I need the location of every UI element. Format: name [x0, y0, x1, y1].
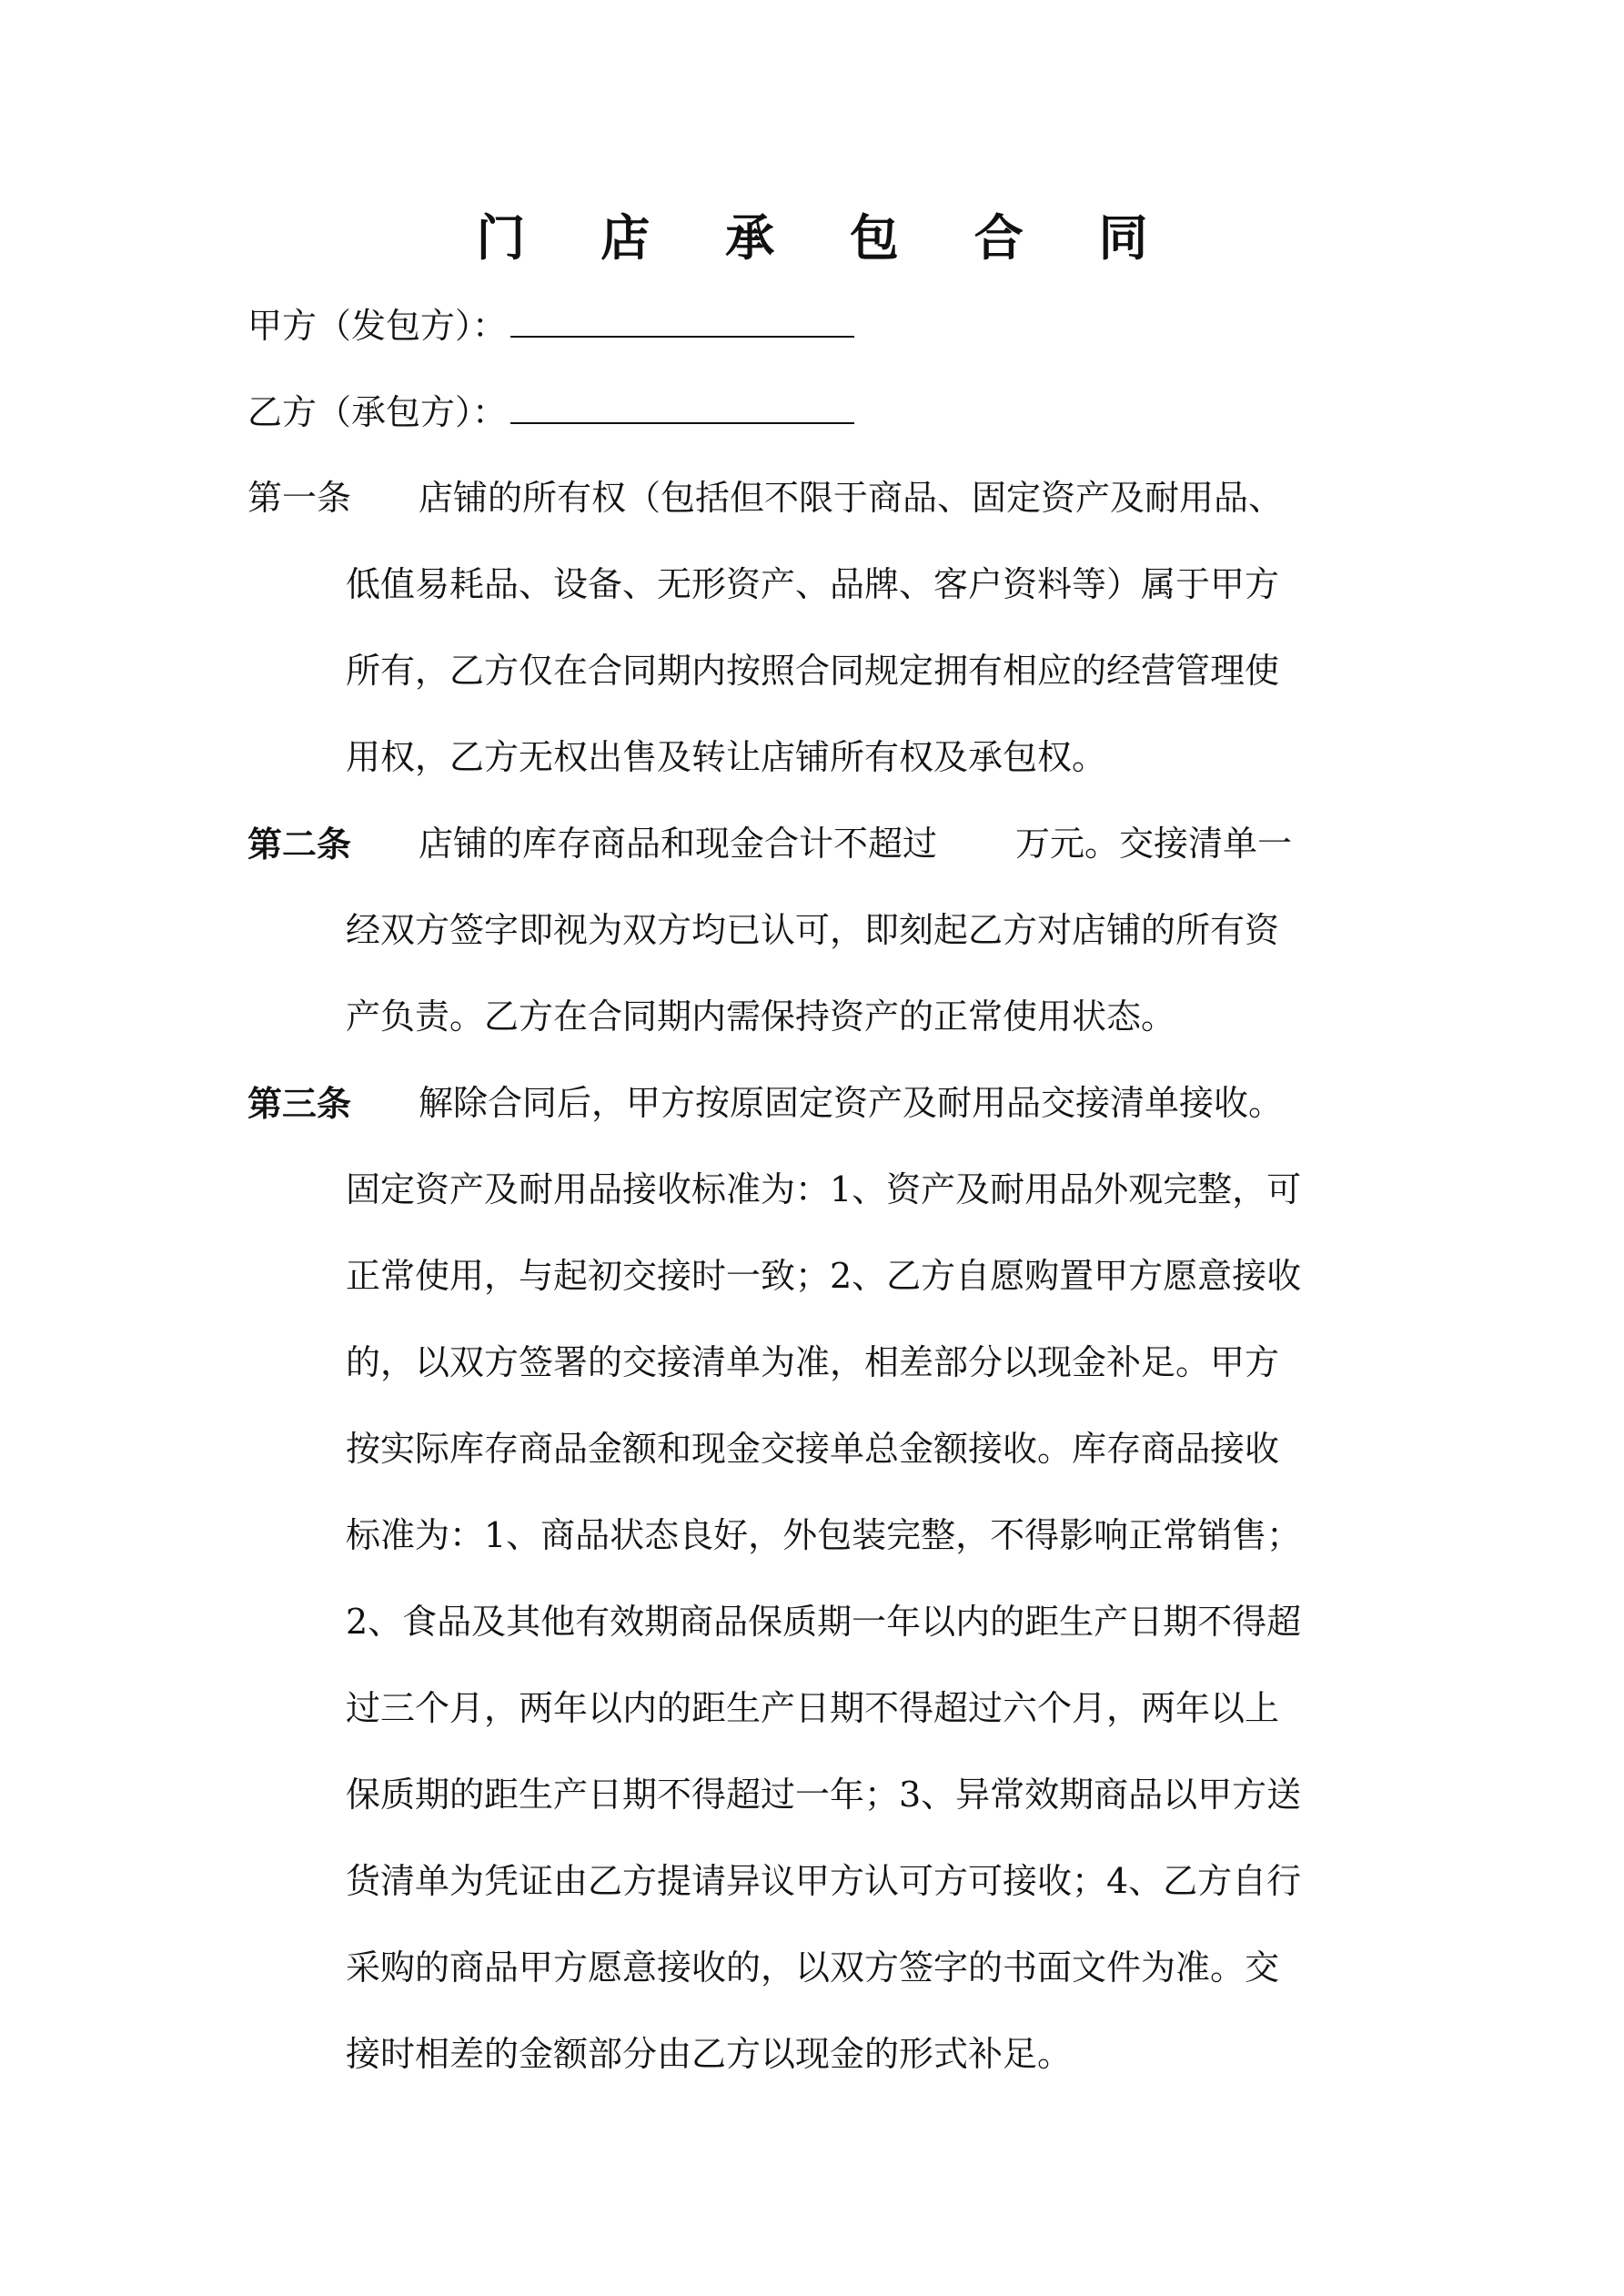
- contract-title: 门 店 承 包 合 同: [476, 208, 1177, 267]
- article-line: [247, 1752, 1394, 1838]
- article-text: 正常使用，与起初交接时一致；2、乙方自愿购置甲方愿意接收: [346, 1256, 1302, 1296]
- article-line: [247, 628, 1394, 714]
- article-text: 货清单为凭证由乙方提请异议甲方认可方可接收；4、乙方自行: [346, 1861, 1302, 1901]
- article-text: 过三个月，两年以内的距生产日期不得超过六个月，两年以上: [346, 1688, 1280, 1728]
- article-line: [247, 1320, 1394, 1406]
- article-line: [247, 1233, 1394, 1320]
- article-line: [247, 1925, 1394, 2011]
- article-2: [247, 801, 1394, 1060]
- article-line: [247, 1406, 1394, 1492]
- article-text: 经双方签字即视为双方均已认可，即刻起乙方对店铺的所有资: [346, 910, 1280, 950]
- party-a-blank: [510, 305, 854, 338]
- article-line: [247, 1838, 1394, 1925]
- article-text: 产负责。乙方在合同期内需保持资产的正常使用状态。: [346, 996, 1176, 1037]
- article-text: 解除合同后，甲方按原固定资产及耐用品交接清单接收。: [419, 1083, 1284, 1123]
- article-line: [247, 2011, 1394, 2098]
- article-line: [247, 1665, 1394, 1752]
- article-line: [247, 1147, 1394, 1233]
- article-text: 保质期的距生产日期不得超过一年；3、异常效期商品以甲方送: [346, 1775, 1302, 1815]
- amount-text-before: 店铺的库存商品和现金合计不超过: [419, 824, 938, 864]
- article-line: [247, 1579, 1394, 1665]
- amount-text-after: 万元。交接清单一: [1015, 824, 1293, 864]
- article-label: 第三条: [247, 1083, 352, 1124]
- party-b-blank: [510, 391, 854, 424]
- article-text: 固定资产及耐用品接收标准为：1、资产及耐用品外观完整，可: [346, 1169, 1302, 1209]
- article-line: [247, 887, 1394, 974]
- article-text: 低值易耗品、设备、无形资产、品牌、客户资料等）属于甲方: [346, 564, 1280, 604]
- article-label: 第一条: [247, 478, 352, 518]
- party-b-label: 乙方（承包方）：: [247, 392, 508, 432]
- article-line: [247, 801, 1394, 887]
- party-a-label: 甲方（发包方）：: [247, 306, 508, 346]
- article-line: [247, 1492, 1394, 1579]
- article-text: 所有，乙方仅在合同期内按照合同规定拥有相应的经营管理使: [346, 651, 1280, 691]
- article-line: [247, 714, 1394, 801]
- article-line: [247, 541, 1394, 628]
- party-b-line: [247, 389, 854, 435]
- article-text: 采购的商品甲方愿意接收的，以双方签字的书面文件为准。交: [346, 1947, 1280, 1988]
- article-line: [247, 974, 1394, 1060]
- article-3: [247, 1060, 1394, 2098]
- article-text: 标准为：1、商品状态良好，外包装完整，不得影响正常销售；: [346, 1515, 1302, 1555]
- article-text: 2、食品及其他有效期商品保质期一年以内的距生产日期不得超: [346, 1602, 1302, 1642]
- article-line: [247, 1060, 1394, 1147]
- party-a-line: [247, 303, 854, 349]
- article-text: 的，以双方签署的交接清单为准，相差部分以现金补足。甲方: [346, 1342, 1280, 1382]
- article-label: 第二条: [247, 824, 352, 865]
- article-text: 店铺的所有权（包括但不限于商品、固定资产及耐用品、: [419, 478, 1284, 518]
- article-1: [247, 455, 1394, 801]
- article-text: 用权，乙方无权出售及转让店铺所有权及承包权。: [346, 737, 1107, 777]
- article-text: 接时相差的金额部分由乙方以现金的形式补足。: [346, 2034, 1073, 2074]
- article-line: [247, 455, 1394, 541]
- article-text: [419, 801, 1292, 887]
- article-text: 按实际库存商品金额和现金交接单总金额接收。库存商品接收: [346, 1429, 1280, 1469]
